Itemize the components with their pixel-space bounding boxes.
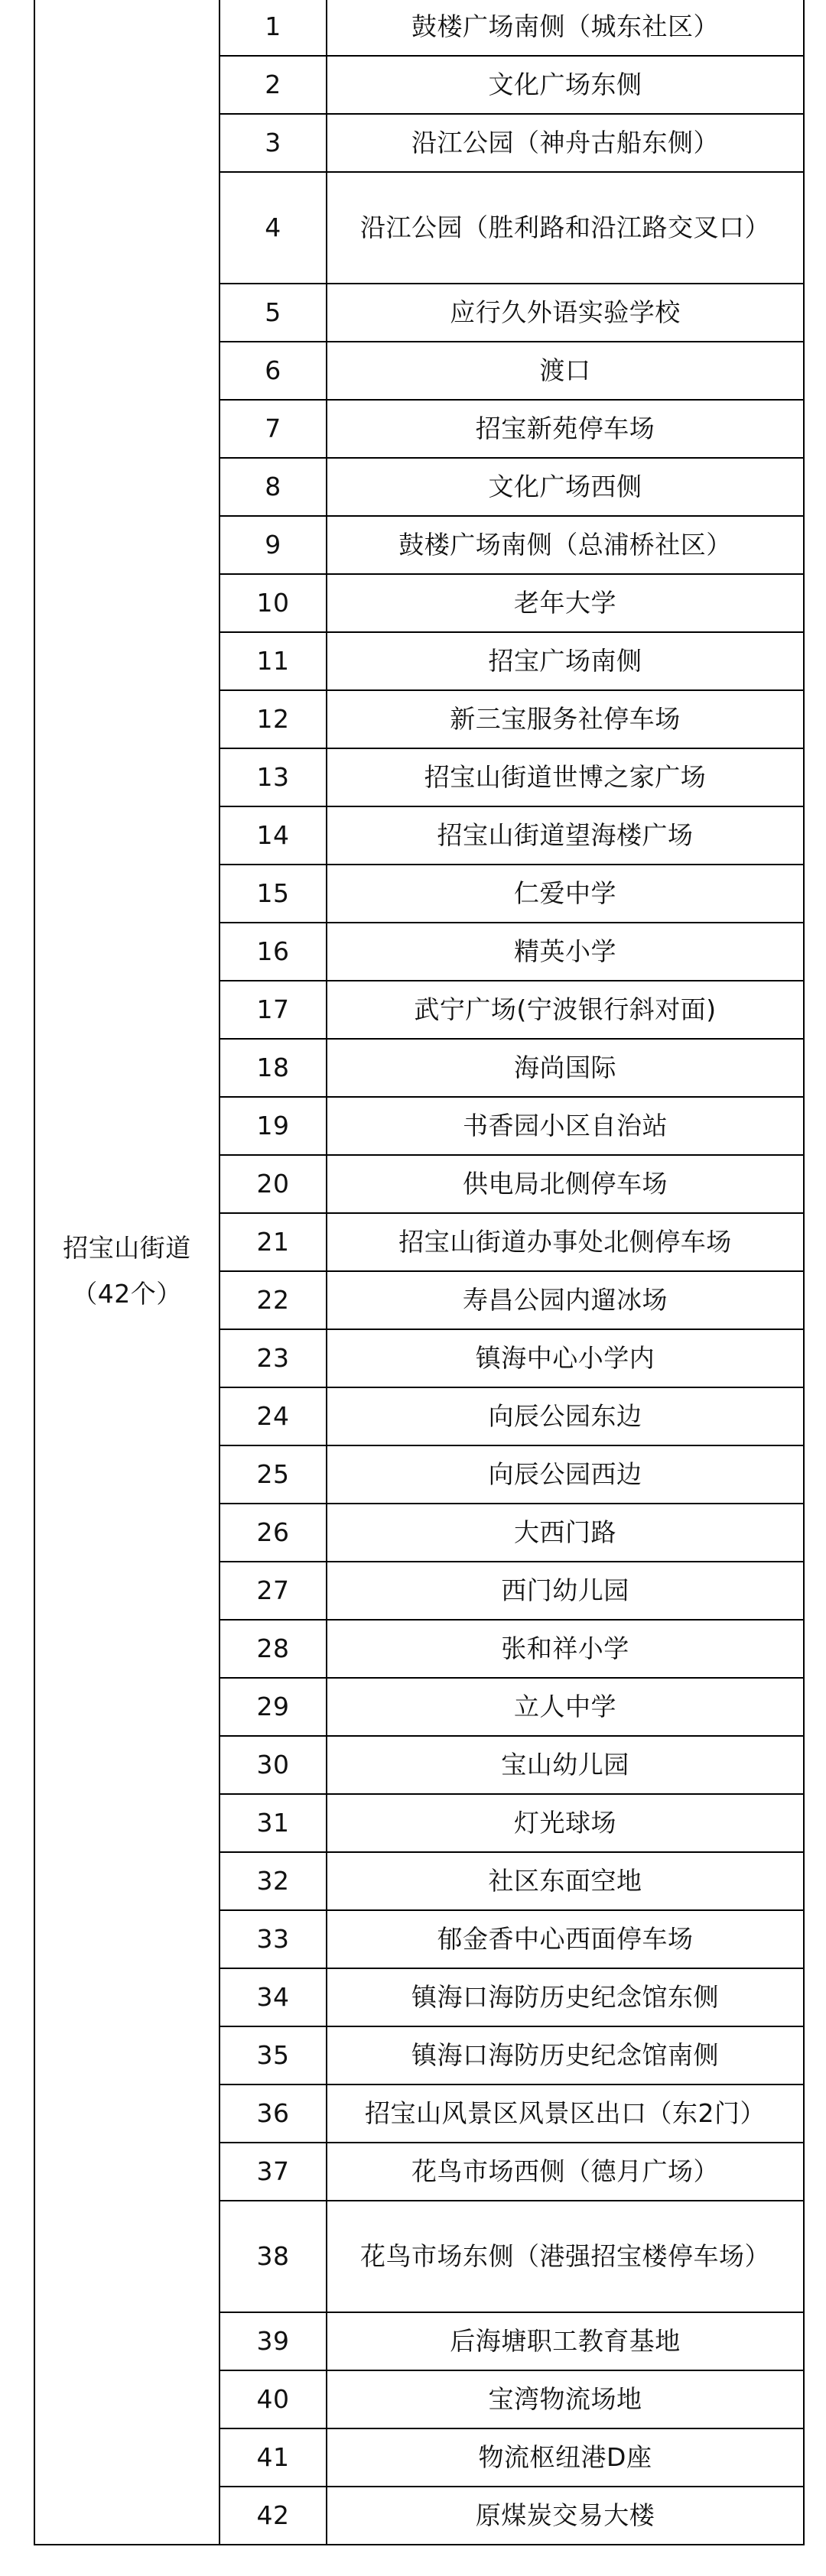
row-number-cell: 39 <box>220 2312 327 2370</box>
row-number-cell: 30 <box>220 1736 327 1794</box>
row-number-cell: 27 <box>220 1562 327 1620</box>
row-number-cell: 4 <box>220 172 327 284</box>
row-number-cell: 37 <box>220 2143 327 2201</box>
location-cell: 原煤炭交易大楼 <box>327 2487 804 2545</box>
table-row <box>34 0 804 56</box>
row-number-cell: 23 <box>220 1329 327 1387</box>
location-cell: 应行久外语实验学校 <box>327 284 804 342</box>
row-number-cell: 42 <box>220 2487 327 2545</box>
location-cell: 宝山幼儿园 <box>327 1736 804 1794</box>
row-number-cell: 10 <box>220 574 327 632</box>
location-cell: 后海塘职工教育基地 <box>327 2312 804 2370</box>
location-cell: 新三宝服务社停车场 <box>327 690 804 748</box>
location-cell: 老年大学 <box>327 574 804 632</box>
location-cell: 沿江公园（神舟古船东侧） <box>327 114 804 172</box>
location-cell: 社区东面空地 <box>327 1852 804 1910</box>
row-number-cell: 5 <box>220 284 327 342</box>
row-number-cell: 36 <box>220 2084 327 2143</box>
row-number-cell: 17 <box>220 981 327 1039</box>
location-cell: 鼓楼广场南侧（城东社区） <box>327 0 804 56</box>
location-cell: 文化广场东侧 <box>327 56 804 114</box>
row-number-cell: 24 <box>220 1387 327 1445</box>
location-cell: 招宝山街道望海楼广场 <box>327 806 804 865</box>
location-cell: 渡口 <box>327 342 804 400</box>
row-number-cell: 33 <box>220 1910 327 1968</box>
row-number-cell: 29 <box>220 1678 327 1736</box>
row-number-cell: 26 <box>220 1504 327 1562</box>
row-number-cell: 41 <box>220 2428 327 2487</box>
location-cell: 招宝新苑停车场 <box>327 400 804 458</box>
row-number-cell: 32 <box>220 1852 327 1910</box>
location-cell: 大西门路 <box>327 1504 804 1562</box>
row-number-cell: 38 <box>220 2201 327 2312</box>
row-number-cell: 14 <box>220 806 327 865</box>
row-number-cell: 7 <box>220 400 327 458</box>
row-number-cell: 34 <box>220 1968 327 2026</box>
location-cell: 招宝山街道世博之家广场 <box>327 748 804 806</box>
location-cell: 招宝山街道办事处北侧停车场 <box>327 1213 804 1271</box>
row-number-cell: 28 <box>220 1620 327 1678</box>
location-cell: 物流枢纽港D座 <box>327 2428 804 2487</box>
location-cell: 武宁广场(宁波银行斜对面) <box>327 981 804 1039</box>
row-number-cell: 15 <box>220 865 327 923</box>
row-number-cell: 19 <box>220 1097 327 1155</box>
row-number-cell: 3 <box>220 114 327 172</box>
row-number-cell: 16 <box>220 923 327 981</box>
row-number-cell: 9 <box>220 516 327 574</box>
location-cell: 灯光球场 <box>327 1794 804 1852</box>
row-number-cell: 12 <box>220 690 327 748</box>
location-cell: 招宝广场南侧 <box>327 632 804 690</box>
row-number-cell: 13 <box>220 748 327 806</box>
location-cell: 仁爱中学 <box>327 865 804 923</box>
district-cell: 招宝山街道（42个） <box>34 0 220 2545</box>
row-number-cell: 6 <box>220 342 327 400</box>
row-number-cell: 25 <box>220 1445 327 1504</box>
location-cell: 招宝山风景区风景区出口（东2门） <box>327 2084 804 2143</box>
location-cell: 文化广场西侧 <box>327 458 804 516</box>
row-number-cell: 1 <box>220 0 327 56</box>
row-number-cell: 20 <box>220 1155 327 1213</box>
location-cell: 郁金香中心西面停车场 <box>327 1910 804 1968</box>
location-cell: 精英小学 <box>327 923 804 981</box>
row-number-cell: 35 <box>220 2026 327 2084</box>
location-table <box>34 0 805 2545</box>
location-cell: 花鸟市场东侧（港强招宝楼停车场） <box>327 2201 804 2312</box>
row-number-cell: 8 <box>220 458 327 516</box>
location-cell: 寿昌公园内遛冰场 <box>327 1271 804 1329</box>
location-cell: 镇海口海防历史纪念馆南侧 <box>327 2026 804 2084</box>
location-cell: 供电局北侧停车场 <box>327 1155 804 1213</box>
location-cell: 鼓楼广场南侧（总浦桥社区） <box>327 516 804 574</box>
location-cell: 镇海口海防历史纪念馆东侧 <box>327 1968 804 2026</box>
location-cell: 西门幼儿园 <box>327 1562 804 1620</box>
row-number-cell: 11 <box>220 632 327 690</box>
row-number-cell: 40 <box>220 2370 327 2428</box>
row-number-cell: 31 <box>220 1794 327 1852</box>
location-cell: 沿江公园（胜利路和沿江路交叉口） <box>327 172 804 284</box>
location-cell: 花鸟市场西侧（德月广场） <box>327 2143 804 2201</box>
row-number-cell: 22 <box>220 1271 327 1329</box>
location-cell: 书香园小区自治站 <box>327 1097 804 1155</box>
table-body <box>34 0 804 2545</box>
location-cell: 向辰公园东边 <box>327 1387 804 1445</box>
location-cell: 宝湾物流场地 <box>327 2370 804 2428</box>
location-cell: 向辰公园西边 <box>327 1445 804 1504</box>
row-number-cell: 18 <box>220 1039 327 1097</box>
row-number-cell: 2 <box>220 56 327 114</box>
location-cell: 张和祥小学 <box>327 1620 804 1678</box>
row-number-cell: 21 <box>220 1213 327 1271</box>
location-cell: 海尚国际 <box>327 1039 804 1097</box>
location-cell: 镇海中心小学内 <box>327 1329 804 1387</box>
location-cell: 立人中学 <box>327 1678 804 1736</box>
